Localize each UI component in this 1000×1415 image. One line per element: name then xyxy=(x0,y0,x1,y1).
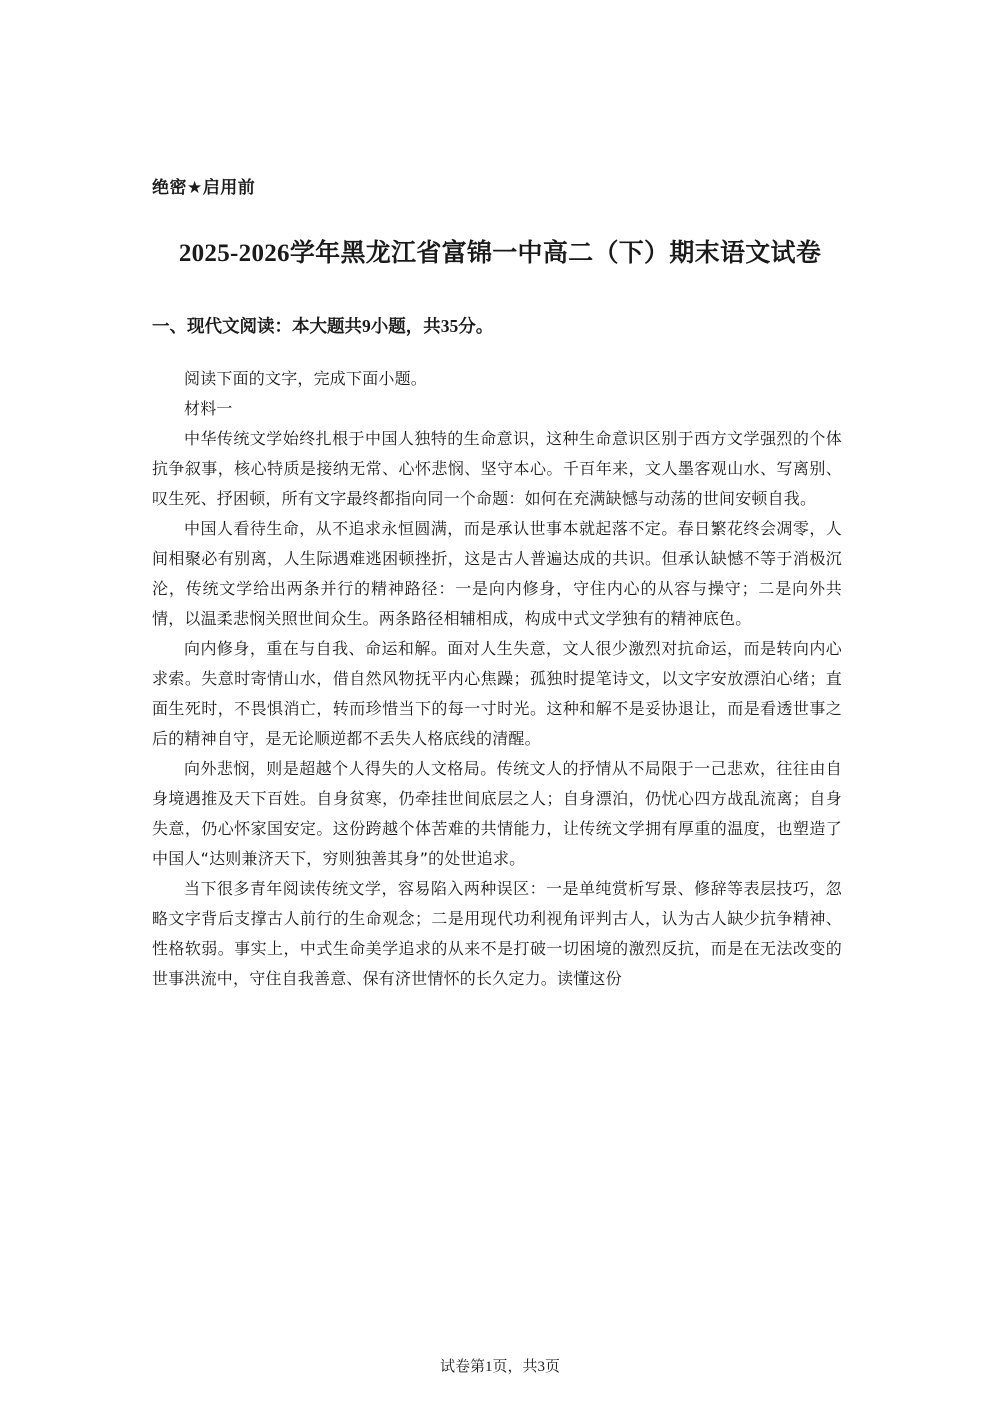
reading-instruction: 阅读下面的文字，完成下面小题。 xyxy=(184,369,428,388)
passage-paragraph: 中国人看待生命，从不追求永恒圆满，而是承认世事本就起落不定。春日繁花终会凋零，人间相聚必有别离，人生际遇难逃困顿挫折，这是古人普遍达成的共识。但承认缺憾不等于消极沉沦，传统文学给出两条并行的精神路径：一是向内修身，守住内心的从容与操守；二是向外共情，以温柔悲悯关照世间众生。两条路径相辅相成，构成中式文学独有的精神底色。 xyxy=(152,519,842,628)
reading-passage xyxy=(152,364,842,994)
exam-title: 2025-2026学年黑龙江省富锦一中高二（下）期末语文试卷 xyxy=(178,240,822,267)
passage-paragraph: 当下很多青年阅读传统文学，容易陷入两种误区：一是单纯赏析写景、修辞等表层技巧，忽略文字背后支撑古人前行的生命观念；二是用现代功利视角评判古人，认为古人缺少抗争精神、性格软弱。事实上，中式生命美学追求的从来不是打破一切困境的激烈反抗，而是在无法改变的世事洪流中，守住自我善意、保有济世情怀的长久定力。读懂这份 xyxy=(152,879,842,988)
passage-paragraph: 中华传统文学始终扎根于中国人独特的生命意识，这种生命意识区别于西方文学强烈的个体抗争叙事，核心特质是接纳无常、心怀悲悯、坚守本心。千百年来，文人墨客观山水、写离别、叹生死、抒困顿，所有文字最终都指向同一个命题：如何在充满缺憾与动荡的世间安顿自我。 xyxy=(152,429,842,508)
passage-paragraph: 向内修身，重在与自我、命运和解。面对人生失意，文人很少激烈对抗命运，而是转向内心求索。失意时寄情山水，借自然风物抚平内心焦躁；孤独时提笔诗文，以文字安放漂泊心绪；直面生死时，不畏惧消亡，转而珍惜当下的每一寸时光。这种和解不是妥协退让，而是看透世事之后的精神自守，是无论顺逆都不丢失人格底线的清醒。 xyxy=(152,639,842,748)
section-heading: 一、现代文阅读：本大题共9小题，共35分。 xyxy=(152,316,494,336)
confidential-label: 绝密★启用前 xyxy=(152,178,256,198)
passage-paragraph: 向外悲悯，则是超越个人得失的人文格局。传统文人的抒情从不局限于一己悲欢，往往由自身境遇推及天下百姓。自身贫寒，仍牵挂世间底层之人；自身漂泊，仍忧心四方战乱流离；自身失意，仍心怀家国安定。这份跨越个体苦难的共情能力，让传统文学拥有厚重的温度，也塑造了中国人“达则兼济天下，穷则独善其身”的处世追求。 xyxy=(152,759,842,868)
material-label: 材料一 xyxy=(184,399,233,418)
page-footer: 试卷第1页，共3页 xyxy=(439,1359,560,1375)
